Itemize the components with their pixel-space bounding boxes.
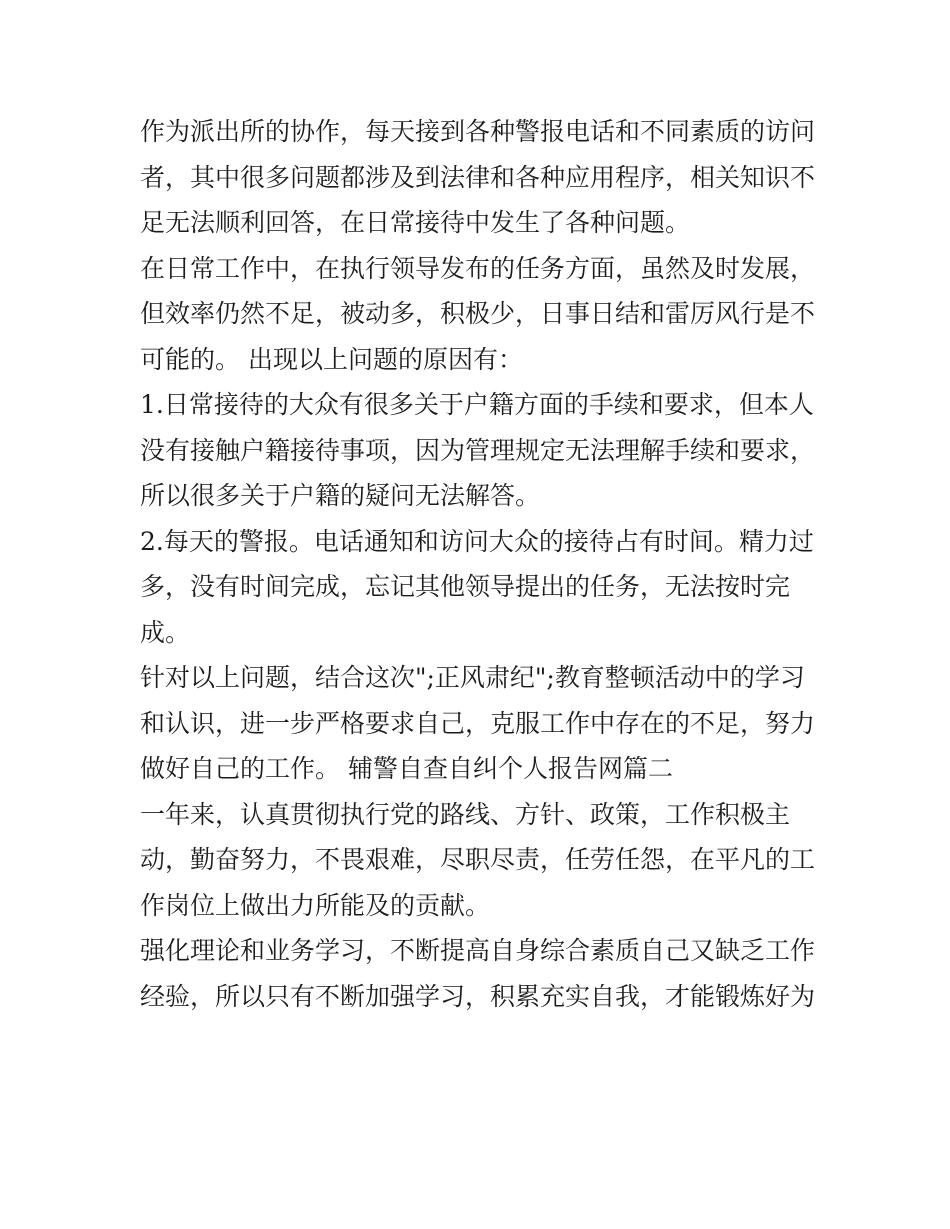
paragraph <box>140 109 830 246</box>
text-line: 成。 <box>140 617 191 647</box>
text-line: 多，没有时间完成，忘记其他领导提出的任务，无法按时完 <box>140 572 791 601</box>
text-line: 者，其中很多问题都涉及到法律和各种应用程序，相关知识不 <box>140 162 816 192</box>
paragraph <box>140 382 830 519</box>
paragraph <box>140 519 830 656</box>
document-body <box>140 109 830 1019</box>
paragraph <box>140 928 830 1019</box>
text-line: 动，勤奋努力，不畏艰难，尽职尽责，任劳任怨，在平凡的工 <box>140 845 816 874</box>
text-line: 经验，所以只有不断加强学习，积累充实自我，才能锻炼好为 <box>140 981 816 1011</box>
text-line: 针对以上问题，结合这次";正风肃纪";教育整顿活动中的学习 <box>140 663 805 692</box>
text-line: 强化理论和业务学习，不断提高自身综合素质自己又缺乏工作 <box>140 936 816 965</box>
text-line: 2.每天的警报。电话通知和访问大众的接待占有时间。精力过 <box>140 526 814 556</box>
text-line: 一年来，认真贯彻执行党的路线、方针、政策，工作积极主 <box>140 799 791 829</box>
text-line: 做好自己的工作。 辅警自查自纠个人报告网篇二 <box>140 754 673 783</box>
text-line: 可能的。 出现以上问题的原因有： <box>140 344 523 374</box>
text-line: 没有接触户籍接待事项，因为管理规定无法理解手续和要求， <box>140 435 816 465</box>
text-line: 足无法顺利回答，在日常接待中发生了各种问题。 <box>140 208 691 237</box>
text-line: 但效率仍然不足，被动多，积极少，日事日结和雷厉风行是不 <box>140 299 816 328</box>
paragraph <box>140 792 830 929</box>
text-line: 所以很多关于户籍的疑问无法解答。 <box>140 481 541 510</box>
paragraph <box>140 655 830 792</box>
text-line: 作为派出所的协作，每天接到各种警报电话和不同素质的访问 <box>140 117 816 146</box>
text-line: 作岗位上做出力所能及的贡献。 <box>140 890 491 920</box>
text-line: 在日常工作中，在执行领导发布的任务方面，虽然及时发展， <box>140 253 816 283</box>
paragraph <box>140 246 830 383</box>
text-line: 和认识，进一步严格要求自己，克服工作中存在的不足，努力 <box>140 708 816 738</box>
text-line: 1.日常接待的大众有很多关于户籍方面的手续和要求，但本人 <box>140 390 814 419</box>
